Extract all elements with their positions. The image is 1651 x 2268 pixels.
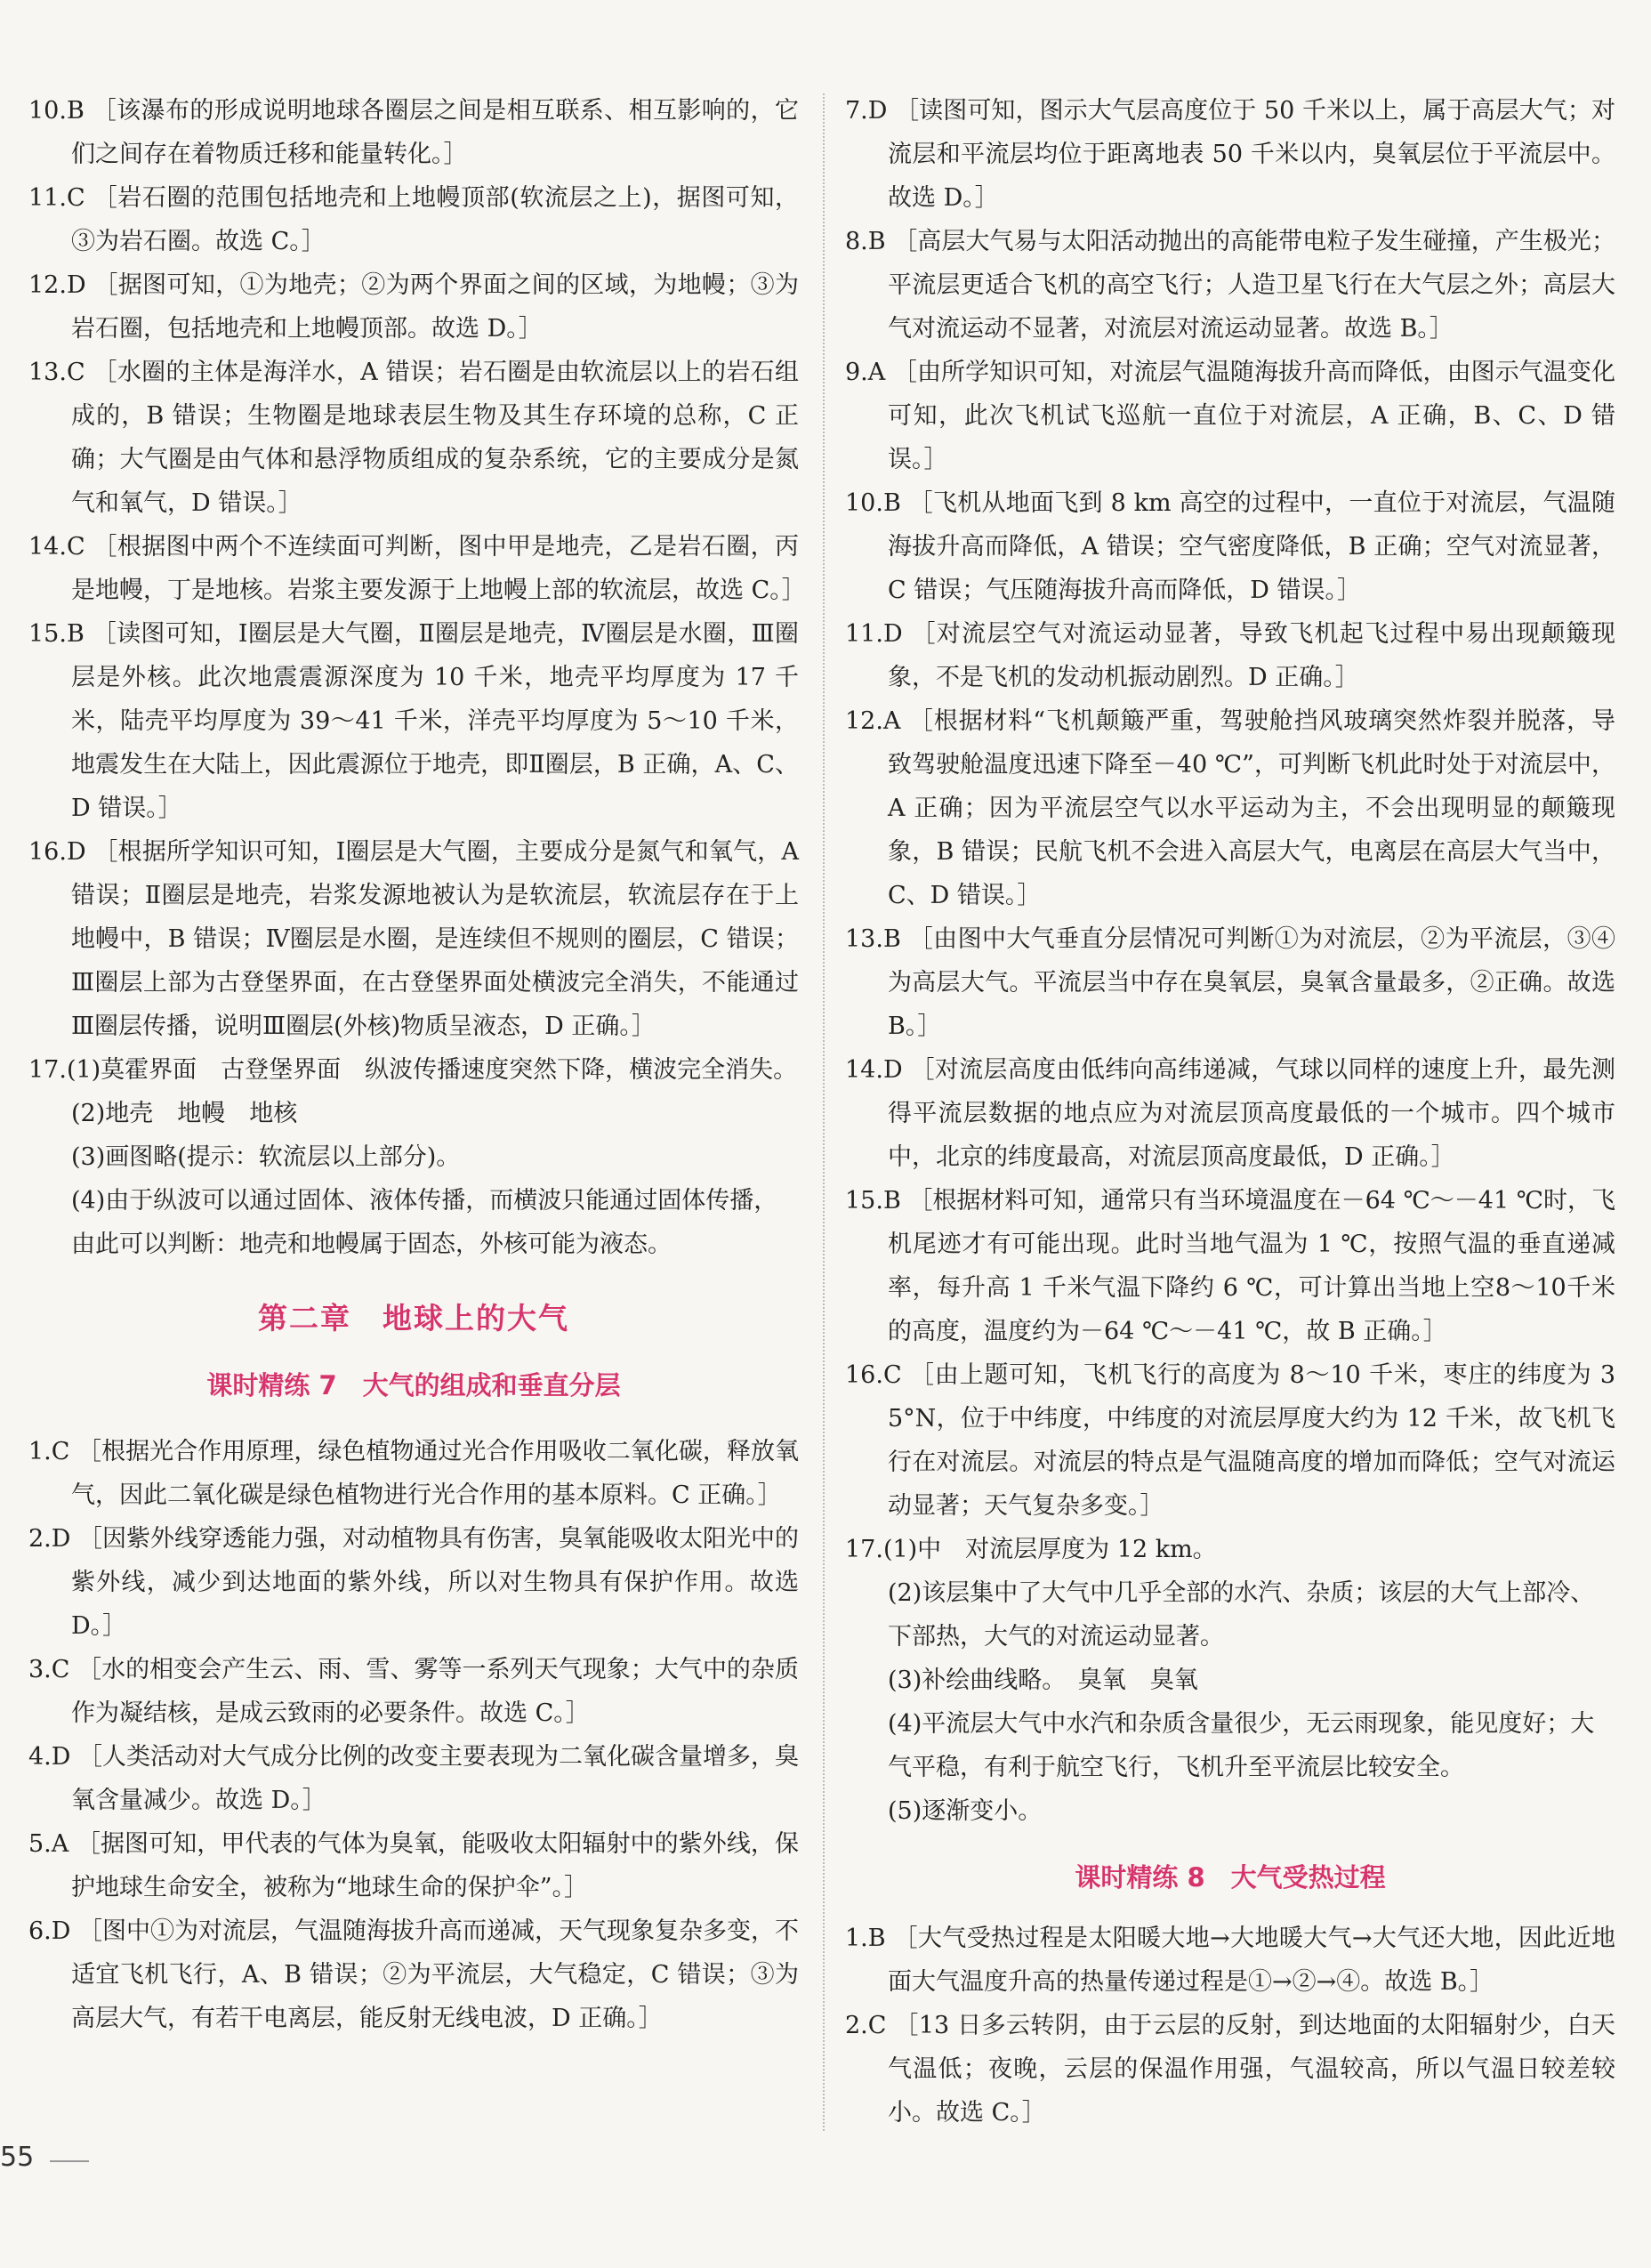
answer-subitem: (5)逐渐变小。 xyxy=(888,1797,1043,1825)
answer-item: 17.(1)莫霍界面 古登堡界面 纵波传播速度突然下降，横波完全消失。 xyxy=(28,1056,798,1084)
column-divider xyxy=(823,93,825,2131)
page-number-rule xyxy=(50,2160,89,2162)
answer-item: 1.C ［根据光合作用原理，绿色植物通过光合作用吸收二氧化碳，释放氧气，因此二氧化碳是绿色植物进行光合作用的基本原料。C 正确。］ xyxy=(28,1438,799,1509)
answer-item: 12.D ［据图可知，①为地壳；②为两个界面之间的区域，为地幔；③为岩石圈，包括地壳和上地幔顶部。故选 D。］ xyxy=(28,271,799,343)
answer-item: 7.D ［读图可知，图示大气层高度位于 50 千米以上，属于高层大气；对流层和平流层均位于距离地表 50 千米以内，臭氧层位于平流层中。故选 D。］ xyxy=(845,97,1615,212)
answer-subitem: (2)地壳 地幔 地核 xyxy=(71,1100,298,1127)
answer-item: 15.B ［根据材料可知，通常只有当环境温度在－64 ℃～－41 ℃时，飞机尾迹才有可能出现。此时当地气温为 1 ℃，按照气温的垂直递减率，每升高 1 千米气温下降约 6 ℃，可计算出当地上空8～10千米的高度，温度约为－64 ℃～－41 ℃，故 B 正确。］ xyxy=(845,1187,1615,1345)
answer-item: 16.C ［由上题可知，飞机飞行的高度为 8～10 千米，枣庄的纬度为 35°N，位于中纬度，中纬度的对流层厚度大约为 12 千米，故飞机飞行在对流层。对流层的特点是气温随高度的增加而降低；空气对流运动显著；天气复杂多变。］ xyxy=(845,1361,1615,1520)
page-number: 55 xyxy=(0,2142,35,2173)
answer-item: 13.C ［水圈的主体是海洋水，A 错误；岩石圈是由软流层以上的岩石组成的，B 错误；生物圈是地球表层生物及其生存环境的总称，C 正确；大气圈是由气体和悬浮物质组成的复杂系统，它的主要成分是氮气和氧气，D 错误。］ xyxy=(28,359,799,517)
answer-item: 16.D ［根据所学知识可知，Ⅰ圈层是大气圈，主要成分是氮气和氧气，A 错误；Ⅱ圈层是地壳，岩浆发源地被认为是软流层，软流层存在于上地幔中，B 错误；Ⅳ圈层是水圈，是连续但不规则的圈层，C 错误；Ⅲ圈层上部为古登堡界面，在古登堡界面处横波完全消失，不能通过Ⅲ圈层传播，说明Ⅲ圈层(外核)物质呈液态，D 正确。］ xyxy=(28,838,799,1040)
answer-item: 8.B ［高层大气易与太阳活动抛出的高能带电粒子发生碰撞，产生极光；平流层更适合飞机的高空飞行；人造卫星飞行在大气层之外；高层大气对流运动不显著，对流层对流运动显著。故选 B。］ xyxy=(845,228,1615,343)
answer-item: 13.B ［由图中大气垂直分层情况可判断①为对流层，②为平流层，③④为高层大气。平流层当中存在臭氧层，臭氧含量最多，②正确。故选 B。］ xyxy=(845,925,1615,1040)
answer-item: 9.A ［由所学知识可知，对流层气温随海拔升高而降低，由图示气温变化可知，此次飞机试飞巡航一直位于对流层，A 正确，B、C、D 错误。］ xyxy=(845,359,1615,473)
answer-item: 11.D ［对流层空气对流运动显著，导致飞机起飞过程中易出现颠簸现象，不是飞机的发动机振动剧烈。D 正确。］ xyxy=(845,620,1615,691)
answer-subitem: (3)画图略(提示：软流层以上部分)。 xyxy=(71,1143,461,1171)
answer-item: 3.C ［水的相变会产生云、雨、雪、雾等一系列天气现象；大气中的杂质作为凝结核，是成云致雨的必要条件。故选 C。］ xyxy=(28,1656,799,1727)
answer-item: 1.B ［大气受热过程是太阳暖大地→大地暖大气→大气还大地，因此近地面大气温度升高的热量传递过程是①→②→④。故选 B。］ xyxy=(845,1925,1615,1996)
answer-item: 4.D ［人类活动对大气成分比例的改变主要表现为二氧化碳含量增多，臭氧含量减少。故选 D。］ xyxy=(28,1743,799,1814)
answer-item: 10.B ［该瀑布的形成说明地球各圈层之间是相互联系、相互影响的，它们之间存在着物质迁移和能量转化。］ xyxy=(28,97,799,168)
answer-item: 17.(1)中 对流层厚度为 12 km。 xyxy=(845,1536,1217,1563)
section-title: 课时精练 7 大气的组成和垂直分层 xyxy=(206,1370,621,1400)
answer-subitem: (3)补绘曲线略。 臭氧 臭氧 xyxy=(888,1667,1198,1694)
answer-subitem: (2)该层集中了大气中几乎全部的水汽、杂质；该层的大气上部冷、下部热，大气的对流运动显著。 xyxy=(888,1579,1595,1651)
answer-item: 14.C ［根据图中两个不连续面可判断，图中甲是地壳，乙是岩石圈，丙是地幔，丁是地核。岩浆主要发源于上地幔上部的软流层，故选 C。］ xyxy=(28,533,806,604)
answer-item: 2.C ［13 日多云转阴，由于云层的反射，到达地面的太阳辐射少，白天气温低；夜晚，云层的保温作用强，气温较高，所以气温日较差较小。故选 C。］ xyxy=(845,2012,1615,2127)
chapter-title: 第二章 地球上的大气 xyxy=(258,1301,569,1336)
answer-item: 5.A ［据图可知，甲代表的气体为臭氧，能吸收太阳辐射中的紫外线，保护地球生命安全，被称为“地球生命的保护伞”。］ xyxy=(28,1830,799,1901)
answer-item: 10.B ［飞机从地面飞到 8 km 高空的过程中，一直位于对流层，气温随海拔升高而降低，A 错误；空气密度降低，B 正确；空气对流显著，C 错误；气压随海拔升高而降低，D 错误。］ xyxy=(845,489,1615,604)
answer-item: 14.D ［对流层高度由低纬向高纬递减，气球以同样的速度上升，最先测得平流层数据的地点应为对流层顶高度最低的一个城市。四个城市中，北京的纬度最高，对流层顶高度最低，D 正确。］ xyxy=(845,1056,1615,1171)
answer-subitem: (4)平流层大气中水汽和杂质含量很少，无云雨现象，能见度好；大气平稳，有利于航空飞行，飞机升至平流层比较安全。 xyxy=(888,1710,1595,1781)
answer-item: 15.B ［读图可知，Ⅰ圈层是大气圈，Ⅱ圈层是地壳，Ⅳ圈层是水圈，Ⅲ圈层是外核。此次地震震源深度为 10 千米，地壳平均厚度为 17 千米，陆壳平均厚度为 39～41 千米，洋壳平均厚度为 5～10 千米，地震发生在大陆上，因此震源位于地壳，即Ⅱ圈层，B 正确，A、C、D 错误。］ xyxy=(28,620,799,822)
left-column xyxy=(28,89,806,2040)
answer-subitem: (4)由于纵波可以通过固体、液体传播，而横波只能通过固体传播，由此可以判断：地壳和地幔属于固态，外核可能为液态。 xyxy=(71,1187,778,1258)
right-column xyxy=(845,89,1615,2135)
answer-item: 6.D ［图中①为对流层，气温随海拔升高而递减，天气现象复杂多变，不适宜飞机飞行，A、B 错误；②为平流层，大气稳定，C 错误；③为高层大气，有若干电离层，能反射无线电波，D 正确。］ xyxy=(28,1917,799,2032)
answer-item: 12.A ［根据材料“飞机颠簸严重，驾驶舱挡风玻璃突然炸裂并脱落，导致驾驶舱温度迅速下降至－40 ℃”，可判断飞机此时处于对流层中，A 正确；因为平流层空气以水平运动为主，不会出现明显的颠簸现象，B 错误；民航飞机不会进入高层大气，电离层在高层大气当中，C、D 错误。］ xyxy=(845,707,1615,909)
answer-item: 11.C ［岩石圈的范围包括地壳和上地幔顶部(软流层之上)，据图可知，③为岩石圈。故选 C。］ xyxy=(28,184,799,255)
section-title: 课时精练 8 大气受热过程 xyxy=(1075,1862,1386,1893)
answer-item: 2.D ［因紫外线穿透能力强，对动植物具有伤害，臭氧能吸收太阳光中的紫外线，减少到达地面的紫外线，所以对生物具有保护作用。故选 D。］ xyxy=(28,1525,799,1640)
